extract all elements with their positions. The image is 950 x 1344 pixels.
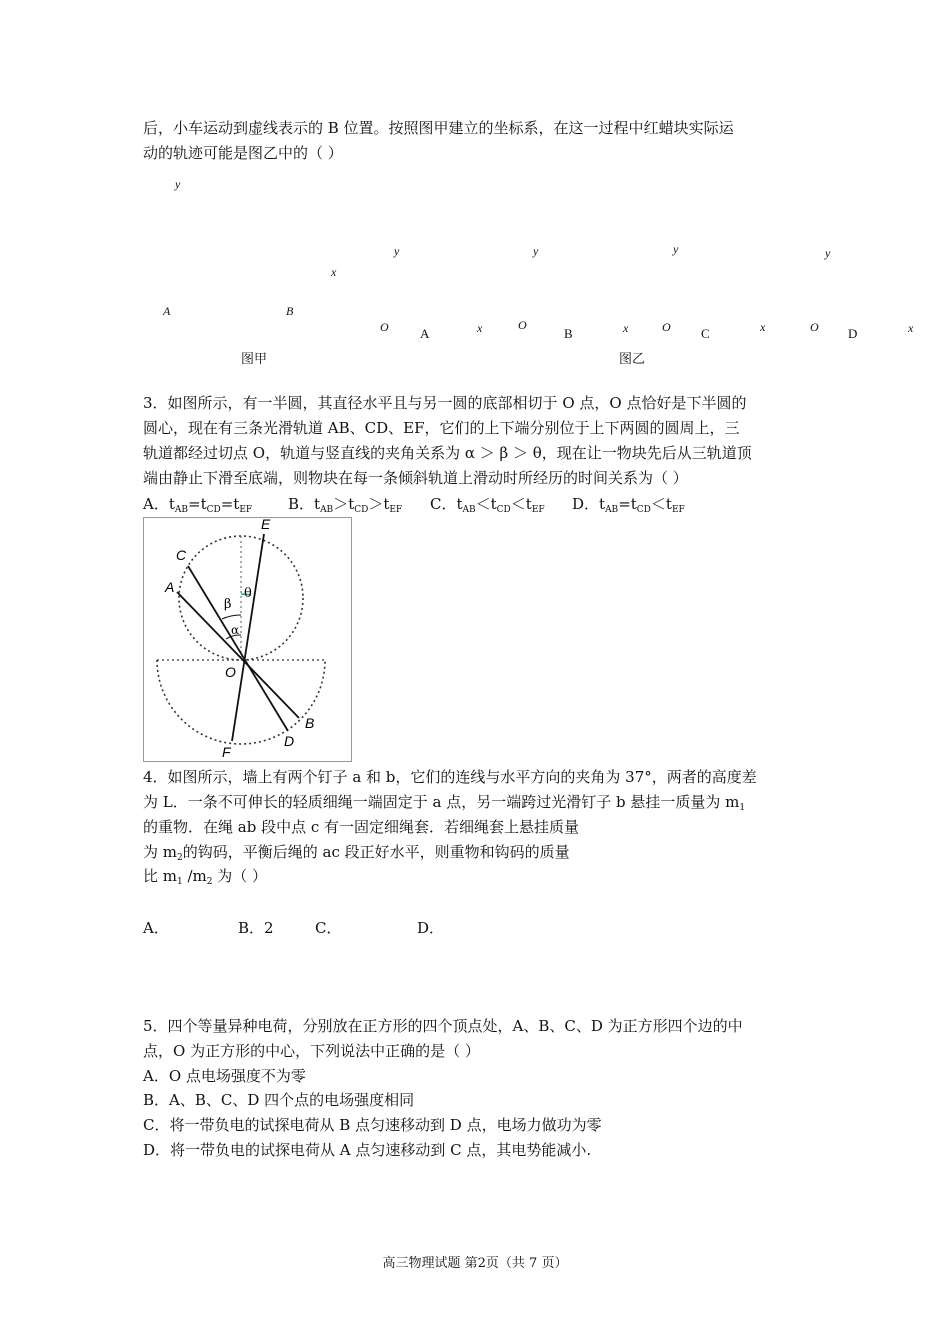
q5-option-b: B．A、B、C、D 四个点的电场强度相同 <box>143 1091 415 1109</box>
label-theta: θ <box>244 586 252 601</box>
fig-opt1-y-label: y <box>394 244 400 258</box>
q3-option-a: A．$t_{AB}=t_{CD}=t_{EF}$ <box>143 495 253 515</box>
q5-line1: 5．四个等量异种电荷，分别放在正方形的四个顶点处，A、B、C、D 为正方形四个边的中 <box>143 1017 743 1035</box>
fig-opt3-y-label: y <box>673 242 679 256</box>
q4-option-a: A． <box>143 919 169 937</box>
fig-opt2-x-label: x <box>623 321 629 335</box>
q5-option-d: D．将一带负电的试探电荷从 A 点匀速移动到 C 点，其电势能减小. <box>143 1141 592 1159</box>
fig-opt-a-label: A <box>420 326 430 341</box>
label-b: B <box>305 715 315 731</box>
fig-main-y-label: y <box>175 177 181 191</box>
q3-diagram <box>144 518 351 761</box>
label-e: E <box>261 518 271 532</box>
fig-opt1-x-label: x <box>477 321 483 335</box>
page-footer: 高三物理试题 第2页（共 7 页） <box>382 1256 568 1271</box>
fig-opt-d-label: D <box>848 326 858 341</box>
q4-option-d: D． <box>417 919 445 937</box>
fig-opt3-x-label: x <box>760 320 766 334</box>
q3-option-c: C．$t_{AB}<t_{CD}<t_{EF}$ <box>430 495 545 515</box>
q4-line1: 4．如图所示，墙上有两个钉子 a 和 b，它们的连线与水平方向的夹角为 37°，两者的高度差 <box>143 768 757 786</box>
fig-opt3-o-label: O <box>662 320 671 334</box>
label-d: D <box>284 733 295 749</box>
fig-opt4-o-label: O <box>810 320 819 334</box>
fig-opt4-y-label: y <box>825 246 831 260</box>
label-a: A <box>165 579 175 595</box>
label-beta: β <box>224 597 232 612</box>
q5-option-c: C．将一带负电的试探电荷从 B 点匀速移动到 D 点，电场力做功为零 <box>143 1116 602 1134</box>
label-o: O <box>225 664 236 680</box>
q4-line4: 为 $m_2$的钩码，平衡后绳的 ac 段正好水平，则重物和钩码的质量 <box>143 843 570 863</box>
q4-line2: 为 L．一条不可伸长的轻质细绳一端固定于 a 点，另一端跨过光滑钉子 b 悬挂一质量为 $m_1$ <box>143 793 746 813</box>
lower-semicircle <box>157 660 325 744</box>
fig-main-a-label: A <box>163 304 171 318</box>
fig-opt2-y-label: y <box>533 244 539 258</box>
q4-line3: 的重物．在绳 ab 段中点 c 有一固定细绳套．若细绳套上悬挂质量 <box>143 818 580 836</box>
label-c: C <box>176 547 187 563</box>
label-alpha: α <box>231 623 240 637</box>
fig-caption-jia: 图甲 <box>241 352 268 367</box>
fig-main-x-label: x <box>331 265 337 279</box>
angle-beta-arc <box>222 615 241 619</box>
q3-line3: 轨道都经过切点 O，轨道与竖直线的夹角关系为 α ＞ β ＞ θ，现在让一物块先后从三轨道顶 <box>143 444 752 462</box>
q3-line2: 圆心，现在有三条光滑轨道 AB、CD、EF，它们的上下端分别位于上下两圆的圆周上，三 <box>143 419 740 437</box>
q4-line5: 比 $m_1$ $/m_2$ 为（ ） <box>143 867 268 887</box>
q4-option-c: C． <box>315 919 342 937</box>
fig-opt4-x-label: x <box>908 321 914 335</box>
label-f: F <box>222 744 231 760</box>
fig-main-b-label: B <box>286 304 294 318</box>
fig-opt-c-label: C <box>701 326 710 341</box>
fig-opt-b-label: B <box>564 326 573 341</box>
track-ef <box>232 534 264 741</box>
fig-opt2-o-label: O <box>518 318 527 332</box>
q3-option-b: B．$t_{AB}>t_{CD}>t_{EF}$ <box>288 495 403 515</box>
q3-option-d: D．$t_{AB}=t_{CD}<t_{EF}$ <box>572 495 685 515</box>
fig-opt1-o-label: O <box>380 320 389 334</box>
q2-text-line2: 动的轨迹可能是图乙中的（ ） <box>143 144 343 162</box>
fig-caption-yi: 图乙 <box>619 352 646 367</box>
q5-option-a: A．O 点电场强度不为零 <box>143 1067 306 1085</box>
q3-line1: 3．如图所示，有一半圆，其直径水平且与另一圆的底部相切于 O 点，O 点恰好是下半圆的 <box>143 394 747 412</box>
q4-option-b: B．2 <box>238 919 274 937</box>
q3-line4: 端由静止下滑至底端，则物块在每一条倾斜轨道上滑动时所经历的时间关系为（ ） <box>143 469 688 487</box>
q2-text-line1: 后，小车运动到虚线表示的 B 位置。按照图甲建立的坐标系，在这一过程中红蜡块实际运 <box>143 119 734 137</box>
q5-line2: 点，O 为正方形的中心，下列说法中正确的是（ ） <box>143 1042 480 1060</box>
q3-figure <box>143 517 352 762</box>
